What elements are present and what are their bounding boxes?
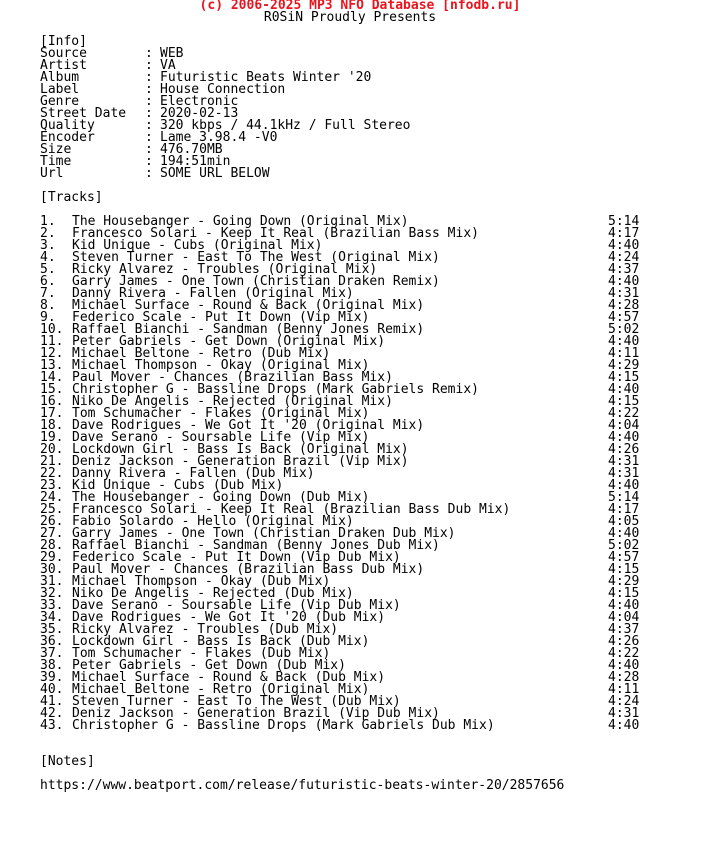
track-number: 36. bbox=[40, 634, 64, 649]
track-number: 18. bbox=[40, 418, 64, 433]
info-key: Quality bbox=[40, 118, 95, 133]
track-number: 32. bbox=[40, 586, 64, 601]
track-title: Dave Serano - Soursable Life (Vip Dub Mix) bbox=[72, 598, 401, 613]
info-row bbox=[40, 132, 720, 144]
info-row bbox=[40, 84, 720, 96]
info-key: Street Date bbox=[40, 106, 127, 121]
track-title: Danny Rivera - Fallen (Original Mix) bbox=[72, 286, 354, 301]
track-duration: 4:11 bbox=[608, 682, 640, 697]
track-number: 5. bbox=[40, 262, 56, 277]
track-duration: 4:22 bbox=[608, 406, 640, 421]
info-value: House Connection bbox=[160, 82, 286, 97]
track-duration: 4:28 bbox=[608, 670, 640, 685]
info-block bbox=[0, 48, 720, 180]
track-title: Lockdown Girl - Bass Is Back (Original Mix) bbox=[72, 442, 409, 457]
info-separator: : bbox=[145, 70, 153, 85]
info-heading: [Info] bbox=[40, 34, 87, 49]
release-url[interactable]: https://www.beatport.com/release/futuristic-beats-winter-20/2857656 bbox=[40, 778, 565, 793]
track-number: 43. bbox=[40, 718, 64, 733]
track-number: 17. bbox=[40, 406, 64, 421]
track-list bbox=[0, 216, 720, 732]
track-title: Paul Mover - Chances (Brazilian Bass Dub Mix) bbox=[72, 562, 425, 577]
track-title: Francesco Solari - Keep It Real (Brazilian Bass Dub Mix) bbox=[72, 502, 511, 517]
track-duration: 4:40 bbox=[608, 658, 640, 673]
track-title: Dave Rodrigues - We Got It '20 (Original Mix) bbox=[72, 418, 425, 433]
track-number: 13. bbox=[40, 358, 64, 373]
info-key: Album bbox=[40, 70, 80, 85]
track-duration: 4:57 bbox=[608, 310, 640, 325]
info-value: WEB bbox=[160, 46, 184, 61]
track-duration: 4:40 bbox=[608, 238, 640, 253]
track-duration: 5:14 bbox=[608, 214, 640, 229]
track-title: Kid Unique - Cubs (Original Mix) bbox=[72, 238, 323, 253]
info-value: Futuristic Beats Winter '20 bbox=[160, 70, 372, 85]
track-title: Garry James - One Town (Christian Draken Dub Mix) bbox=[72, 526, 456, 541]
track-duration: 4:31 bbox=[608, 286, 640, 301]
track-number: 20. bbox=[40, 442, 64, 457]
track-title: Ricky Alvarez - Troubles (Original Mix) bbox=[72, 262, 378, 277]
track-title: Tom Schumacher - Flakes (Original Mix) bbox=[72, 406, 370, 421]
track-duration: 4:24 bbox=[608, 250, 640, 265]
copyright-credit: (c) 2006-2025 MP3 NFO Database [nfodb.ru] bbox=[199, 0, 521, 13]
track-number: 39. bbox=[40, 670, 64, 685]
track-duration: 4:31 bbox=[608, 454, 640, 469]
track-duration: 4:04 bbox=[608, 418, 640, 433]
track-number: 35. bbox=[40, 622, 64, 637]
info-row bbox=[40, 48, 720, 60]
track-number: 10. bbox=[40, 322, 64, 337]
track-duration: 4:57 bbox=[608, 550, 640, 565]
track-number: 38. bbox=[40, 658, 64, 673]
track-number: 23. bbox=[40, 478, 64, 493]
track-duration: 4:04 bbox=[608, 610, 640, 625]
track-duration: 4:40 bbox=[608, 334, 640, 349]
track-number: 12. bbox=[40, 346, 64, 361]
track-duration: 4:40 bbox=[608, 382, 640, 397]
track-number: 22. bbox=[40, 466, 64, 481]
track-duration: 4:29 bbox=[608, 358, 640, 373]
track-number: 4. bbox=[40, 250, 56, 265]
track-number: 33. bbox=[40, 598, 64, 613]
track-number: 15. bbox=[40, 382, 64, 397]
track-title: Michael Surface - Round & Back (Original Mix) bbox=[72, 298, 425, 313]
track-title: Federico Scale - Put It Down (Vip Dub Mix) bbox=[72, 550, 401, 565]
tracks-heading: [Tracks] bbox=[40, 190, 103, 205]
info-value: SOME URL BELOW bbox=[160, 166, 270, 181]
track-number: 9. bbox=[40, 310, 56, 325]
track-title: Fabio Solardo - Hello (Original Mix) bbox=[72, 514, 354, 529]
track-title: Garry James - One Town (Christian Draken Remix) bbox=[72, 274, 440, 289]
info-value: Lame 3.98.4 -V0 bbox=[160, 130, 278, 145]
track-number: 19. bbox=[40, 430, 64, 445]
track-number: 24. bbox=[40, 490, 64, 505]
info-separator: : bbox=[145, 106, 153, 121]
track-number: 37. bbox=[40, 646, 64, 661]
track-number: 28. bbox=[40, 538, 64, 553]
track-duration: 4:29 bbox=[608, 574, 640, 589]
info-row bbox=[40, 168, 720, 180]
info-key: Url bbox=[40, 166, 64, 181]
track-number: 7. bbox=[40, 286, 56, 301]
track-title: Michael Surface - Round & Back (Dub Mix) bbox=[72, 670, 386, 685]
track-title: Ricky Alvarez - Troubles (Dub Mix) bbox=[72, 622, 339, 637]
track-duration: 4:05 bbox=[608, 514, 640, 529]
track-duration: 4:22 bbox=[608, 646, 640, 661]
info-separator: : bbox=[145, 58, 153, 73]
info-value: Electronic bbox=[160, 94, 239, 109]
info-separator: : bbox=[145, 94, 153, 109]
track-duration: 4:15 bbox=[608, 562, 640, 577]
track-title: Steven Turner - East To The West (Original Mix) bbox=[72, 250, 440, 265]
track-number: 11. bbox=[40, 334, 64, 349]
info-value: 2020-02-13 bbox=[160, 106, 239, 121]
track-duration: 5:14 bbox=[608, 490, 640, 505]
track-duration: 4:40 bbox=[608, 598, 640, 613]
track-title: Lockdown Girl - Bass Is Back (Dub Mix) bbox=[72, 634, 370, 649]
track-duration: 4:26 bbox=[608, 442, 640, 457]
info-value: 194:51min bbox=[160, 154, 231, 169]
track-title: Dave Rodrigues - We Got It '20 (Dub Mix) bbox=[72, 610, 386, 625]
track-title: Niko De Angelis - Rejected (Original Mix) bbox=[72, 394, 393, 409]
track-number: 21. bbox=[40, 454, 64, 469]
info-key: Time bbox=[40, 154, 72, 169]
info-separator: : bbox=[145, 130, 153, 145]
track-row bbox=[0, 720, 720, 732]
track-title: Michael Thompson - Okay (Dub Mix) bbox=[72, 574, 331, 589]
track-duration: 4:17 bbox=[608, 226, 640, 241]
info-row bbox=[40, 72, 720, 84]
info-separator: : bbox=[145, 142, 153, 157]
track-title: Christopher G - Bassline Drops (Mark Gabriels Remix) bbox=[72, 382, 479, 397]
info-key: Genre bbox=[40, 94, 80, 109]
track-number: 40. bbox=[40, 682, 64, 697]
track-duration: 4:15 bbox=[608, 394, 640, 409]
track-duration: 4:37 bbox=[608, 622, 640, 637]
info-separator: : bbox=[145, 118, 153, 133]
info-value: VA bbox=[160, 58, 176, 73]
track-number: 30. bbox=[40, 562, 64, 577]
track-duration: 4:40 bbox=[608, 526, 640, 541]
track-duration: 4:40 bbox=[608, 718, 640, 733]
release-group-line: R0SiN Proudly Presents bbox=[263, 10, 437, 25]
track-number: 25. bbox=[40, 502, 64, 517]
track-number: 29. bbox=[40, 550, 64, 565]
track-number: 14. bbox=[40, 370, 64, 385]
info-row bbox=[40, 60, 720, 72]
track-number: 8. bbox=[40, 298, 56, 313]
track-number: 16. bbox=[40, 394, 64, 409]
info-key: Encoder bbox=[40, 130, 95, 145]
track-title: Kid Unique - Cubs (Dub Mix) bbox=[72, 478, 284, 493]
info-value: 476.70MB bbox=[160, 142, 223, 157]
track-title: Michael Beltone - Retro (Original Mix) bbox=[72, 682, 370, 697]
track-title: Christopher G - Bassline Drops (Mark Gabriels Dub Mix) bbox=[72, 718, 495, 733]
info-separator: : bbox=[145, 166, 153, 181]
track-title: Peter Gabriels - Get Down (Original Mix) bbox=[72, 334, 386, 349]
track-title: Francesco Solari - Keep It Real (Brazilian Bass Mix) bbox=[72, 226, 479, 241]
track-duration: 4:26 bbox=[608, 634, 640, 649]
info-row bbox=[40, 120, 720, 132]
info-row bbox=[40, 156, 720, 168]
track-title: Deniz Jackson - Generation Brazil (Vip Dub Mix) bbox=[72, 706, 440, 721]
track-title: Raffael Bianchi - Sandman (Benny Jones Dub Mix) bbox=[72, 538, 440, 553]
track-title: The Housebanger - Going Down (Original Mix) bbox=[72, 214, 409, 229]
notes-heading: [Notes] bbox=[40, 754, 95, 769]
info-key: Size bbox=[40, 142, 72, 157]
track-duration: 4:40 bbox=[608, 478, 640, 493]
track-duration: 4:15 bbox=[608, 370, 640, 385]
track-number: 3. bbox=[40, 238, 56, 253]
track-title: Deniz Jackson - Generation Brazil (Vip Mix) bbox=[72, 454, 409, 469]
track-title: Tom Schumacher - Flakes (Dub Mix) bbox=[72, 646, 331, 661]
track-duration: 4:31 bbox=[608, 466, 640, 481]
track-title: Michael Beltone - Retro (Dub Mix) bbox=[72, 346, 331, 361]
track-number: 34. bbox=[40, 610, 64, 625]
track-duration: 4:24 bbox=[608, 694, 640, 709]
track-title: Paul Mover - Chances (Brazilian Bass Mix) bbox=[72, 370, 393, 385]
track-duration: 4:31 bbox=[608, 706, 640, 721]
track-number: 2. bbox=[40, 226, 56, 241]
info-row bbox=[40, 96, 720, 108]
track-duration: 4:40 bbox=[608, 430, 640, 445]
track-duration: 5:02 bbox=[608, 538, 640, 553]
track-number: 27. bbox=[40, 526, 64, 541]
info-value: 320 kbps / 44.1kHz / Full Stereo bbox=[160, 118, 411, 133]
track-number: 41. bbox=[40, 694, 64, 709]
track-title: Niko De Angelis - Rejected (Dub Mix) bbox=[72, 586, 354, 601]
track-number: 31. bbox=[40, 574, 64, 589]
info-key: Artist bbox=[40, 58, 87, 73]
info-key: Label bbox=[40, 82, 80, 97]
track-duration: 4:28 bbox=[608, 298, 640, 313]
track-title: Peter Gabriels - Get Down (Dub Mix) bbox=[72, 658, 346, 673]
info-separator: : bbox=[145, 82, 153, 97]
track-duration: 4:37 bbox=[608, 262, 640, 277]
track-duration: 4:15 bbox=[608, 586, 640, 601]
track-title: Steven Turner - East To The West (Dub Mix) bbox=[72, 694, 401, 709]
track-number: 1. bbox=[40, 214, 56, 229]
info-row bbox=[40, 144, 720, 156]
track-title: Michael Thompson - Okay (Original Mix) bbox=[72, 358, 370, 373]
info-separator: : bbox=[145, 46, 153, 61]
info-separator: : bbox=[145, 154, 153, 169]
track-title: Dave Serano - Soursable Life (Vip Mix) bbox=[72, 430, 370, 445]
track-title: Federico Scale - Put It Down (Vip Mix) bbox=[72, 310, 370, 325]
track-number: 26. bbox=[40, 514, 64, 529]
track-number: 6. bbox=[40, 274, 56, 289]
track-title: Raffael Bianchi - Sandman (Benny Jones Remix) bbox=[72, 322, 425, 337]
track-number: 42. bbox=[40, 706, 64, 721]
track-duration: 4:40 bbox=[608, 274, 640, 289]
track-title: Danny Rivera - Fallen (Dub Mix) bbox=[72, 466, 315, 481]
track-duration: 5:02 bbox=[608, 322, 640, 337]
track-duration: 4:17 bbox=[608, 502, 640, 517]
info-key: Source bbox=[40, 46, 87, 61]
track-title: The Housebanger - Going Down (Dub Mix) bbox=[72, 490, 370, 505]
track-duration: 4:11 bbox=[608, 346, 640, 361]
